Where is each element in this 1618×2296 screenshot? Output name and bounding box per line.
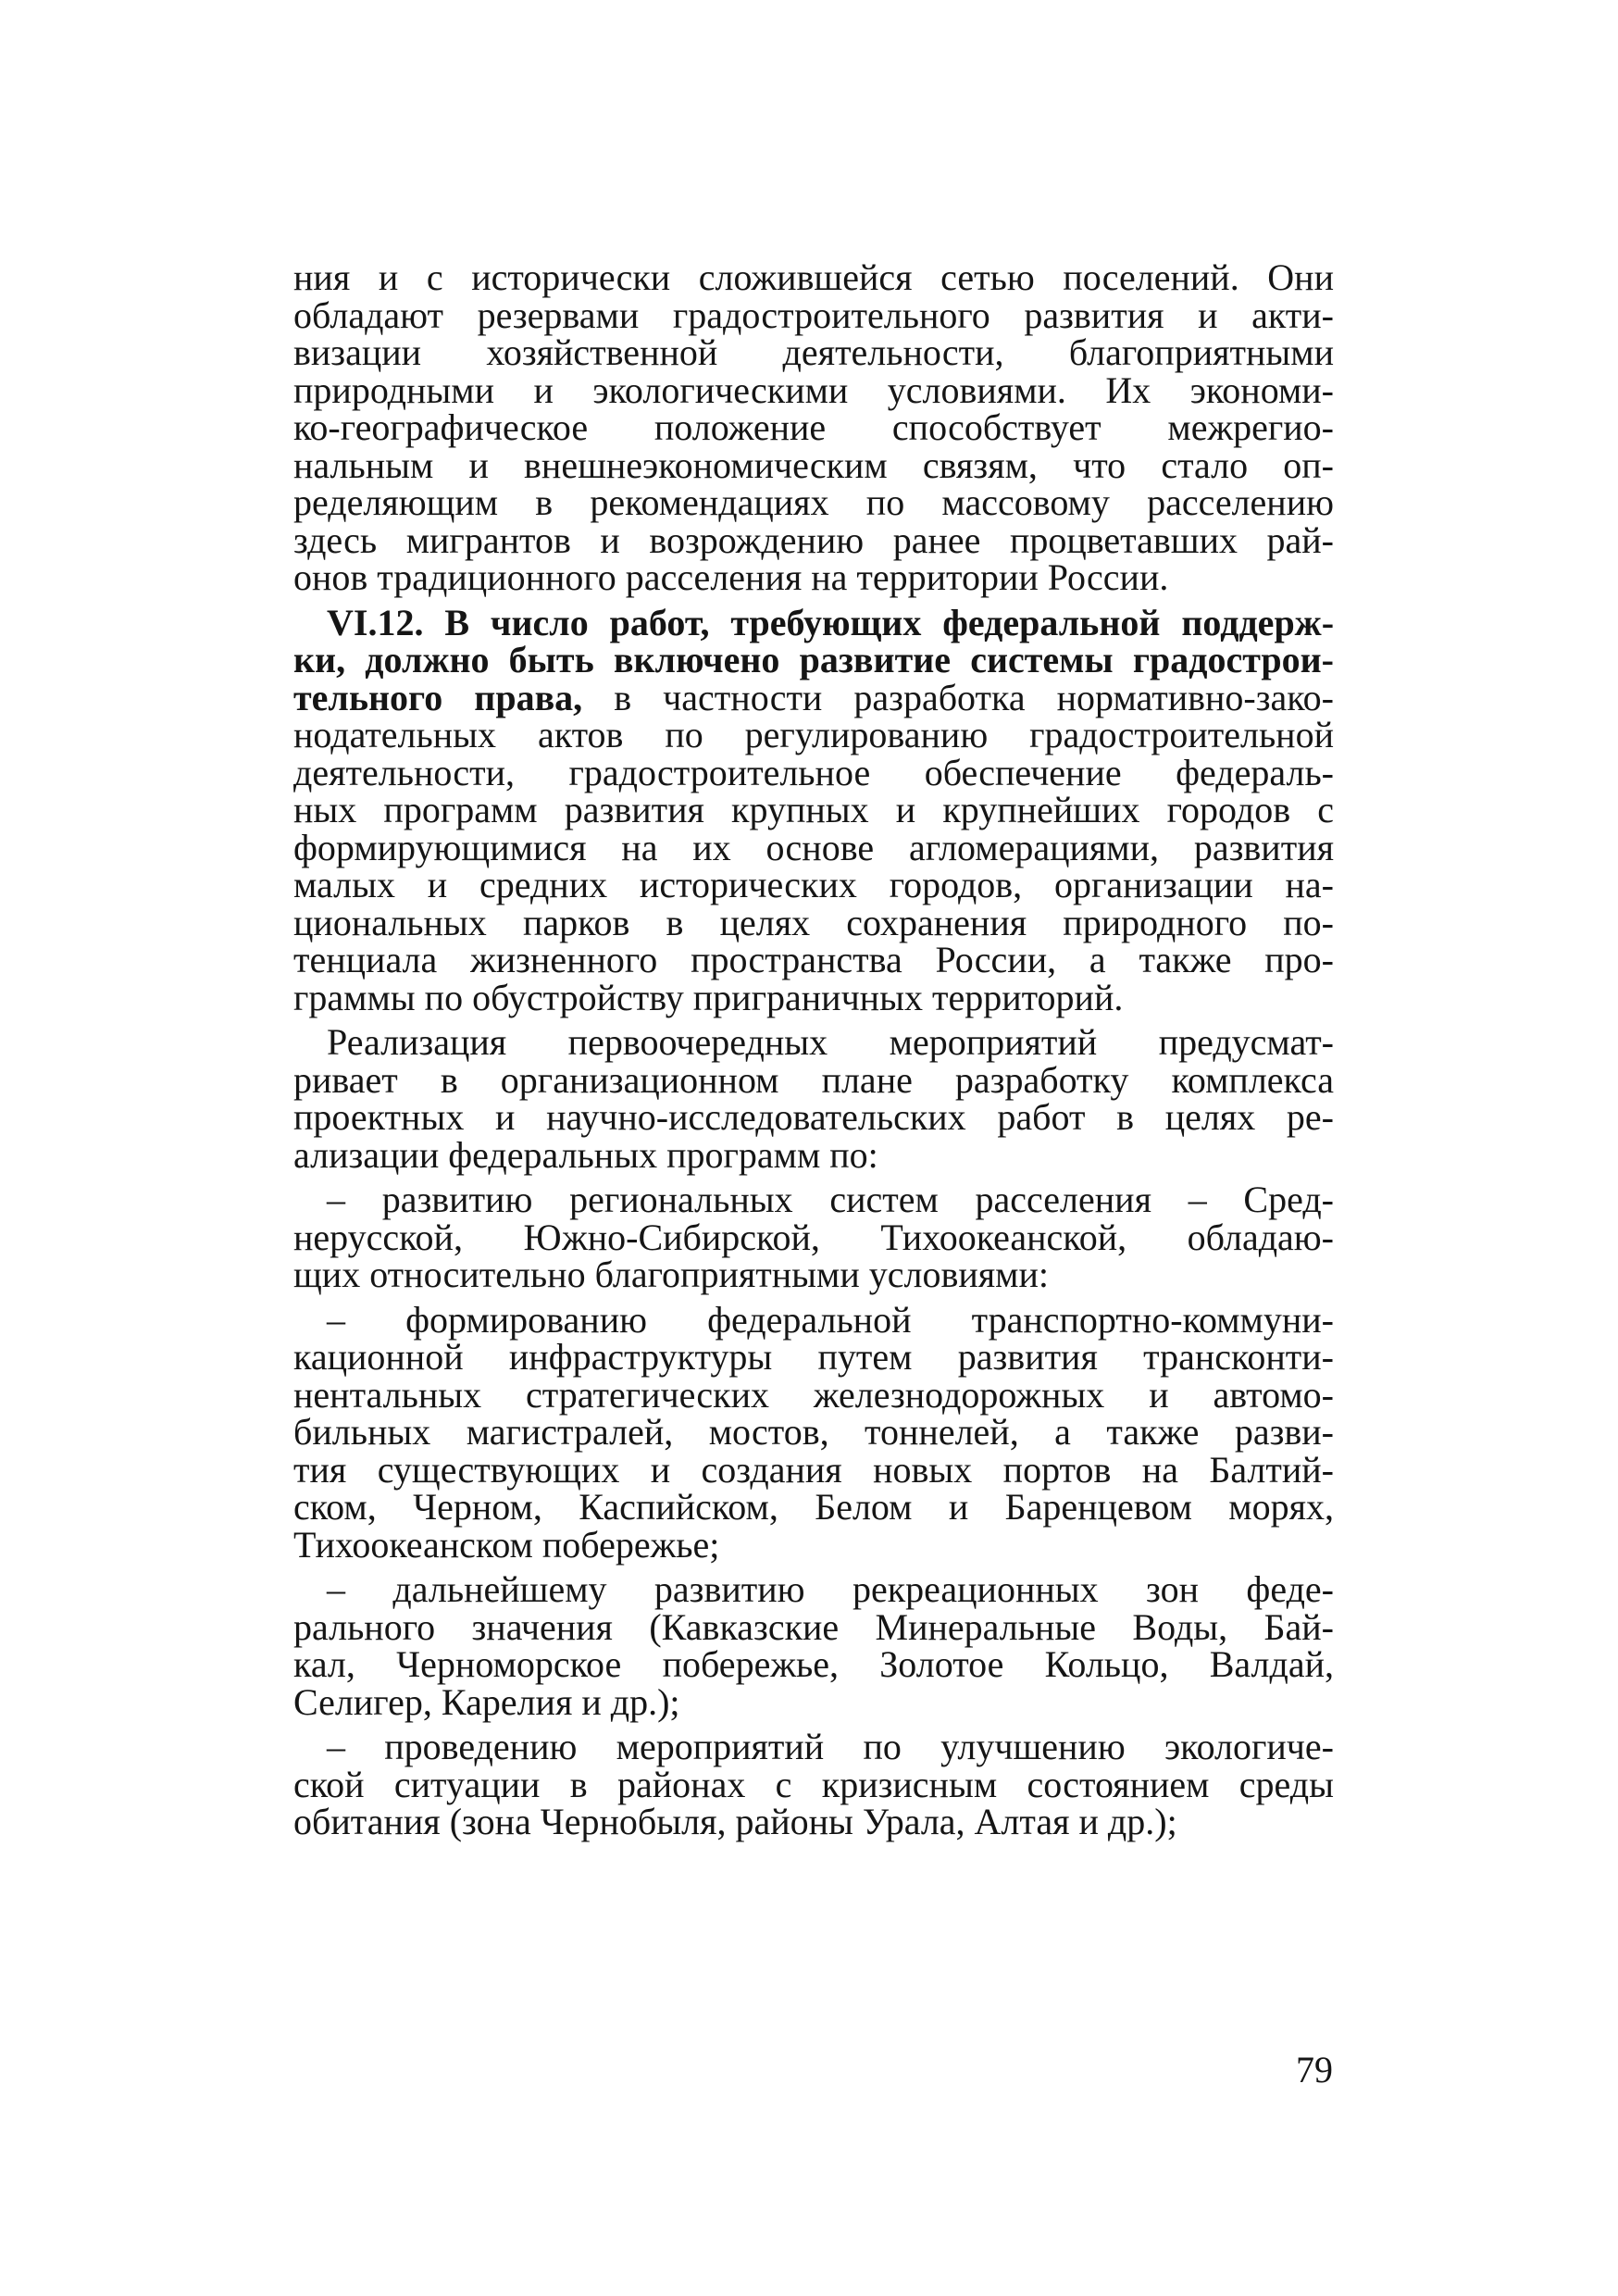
text-line: циональных парков в целях сохранения природного по- [293,901,1334,943]
text-line: обладают резервами градостроительного развития и акти- [293,293,1334,336]
text-line: ализации федеральных программ по: [293,1133,878,1176]
text-line: нентальных стратегических железнодорожных и автомо- [293,1373,1334,1416]
section-heading-bold: тельного права, [293,676,583,718]
text-line: ко-географическое положение способствует межрегио- [293,406,1334,448]
text-line: здесь мигрантов и возрождению ранее процветавших рай- [293,518,1334,561]
text-line: кал, Черноморское побережье, Золотое Кольцо, Валдай, [293,1643,1334,1685]
text-line: формирующимися на их основе агломерациями, развития [293,826,1334,868]
text-line: ском, Черном, Каспийском, Белом и Баренцевом морях, [293,1486,1334,1528]
paragraph-continuation [293,256,1334,598]
text-line-content: – развитию региональных систем расселения – Сред- [327,1179,1334,1220]
text-line: нальным и внешнеэкономическим связям, что стало оп- [293,443,1334,486]
text-line: нодательных актов по регулированию градостроительной [293,714,1334,755]
list-item [293,1728,1334,1841]
text-line: рального значения (Кавказские Минеральные Воды, Бай- [293,1605,1334,1648]
text-line: Тихоокеанском побережье; [293,1523,720,1566]
text-line: тия существующих и создания новых портов на Балтий- [293,1448,1334,1491]
text-line: онов традиционного расселения на территории России. [293,556,1169,598]
text-line: бильных магистралей, мостов, тоннелей, а также разви- [293,1411,1334,1453]
list-item [293,1568,1334,1723]
text-line [293,676,1334,718]
page-number: 79 [1296,2049,1333,2090]
text-line [293,1568,1334,1610]
text-line: нерусской, Южно-Сибирской, Тихоокеанской, обладаю- [293,1216,1334,1258]
text-line: кационной инфраструктуры путем развития трансконти- [293,1336,1334,1378]
text-line: проектных и научно-исследовательских работ в целях ре- [293,1096,1334,1138]
page-body [293,256,1335,1842]
text-line [293,1298,1334,1341]
text-line: деятельности, градостроительное обеспечение федераль- [293,751,1334,793]
text-line-content: – формированию федеральной транспортно-коммуни- [327,1298,1334,1341]
text-line [293,1728,1334,1766]
text-line: ривает в организационном плане разработку комплекса [293,1058,1334,1101]
text-line-content: – дальнейшему развитию рекреационных зон феде- [327,1568,1334,1610]
text-line: ния и с исторически сложившейся сетью поселений. Они [293,256,1334,298]
text-line [293,1021,1334,1063]
text-line: природными и экологическими условиями. Их экономи- [293,368,1334,411]
text-line-content: Реализация первоочередных мероприятий предусмат- [327,1021,1334,1063]
text-line: граммы по обустройству приграничных территорий. [293,976,1124,1018]
text-line: малых и средних исторических городов, организации на- [293,864,1334,905]
section-number: VI.12. [327,601,424,643]
text-line: ределяющим в рекомендациях по массовому расселению [293,481,1334,523]
list-item [293,1181,1334,1294]
text-line [293,601,1335,643]
text-line: тенциала жизненного пространства России, а также про- [293,939,1334,980]
section-vi-12 [293,601,1335,1018]
text-line: ской ситуации в районах с кризисным состоянием среды [293,1763,1334,1805]
paragraph-implementation [293,1021,1334,1176]
text-line-content: – проведению мероприятий по улучшению экологиче- [327,1726,1334,1767]
text-line: Селигер, Карелия и др.); [293,1680,680,1723]
section-text: в частности разработка нормативно-зако- [614,676,1334,718]
text-line: обитания (зона Чернобыля, районы Урала, Алтая и др.); [293,1801,1177,1842]
section-heading-bold: В число работ, требующих федеральной поддерж- [444,601,1335,643]
text-line: визации хозяйственной деятельности, благоприятными [293,331,1334,373]
section-heading-bold: ки, должно быть включено развитие системы градострои- [293,639,1334,680]
text-line: щих относительно благоприятными условиями: [293,1254,1049,1295]
list-item [293,1298,1334,1566]
text-line: ных программ развития крупных и крупнейших городов с [293,789,1334,830]
text-line [293,1181,1334,1219]
